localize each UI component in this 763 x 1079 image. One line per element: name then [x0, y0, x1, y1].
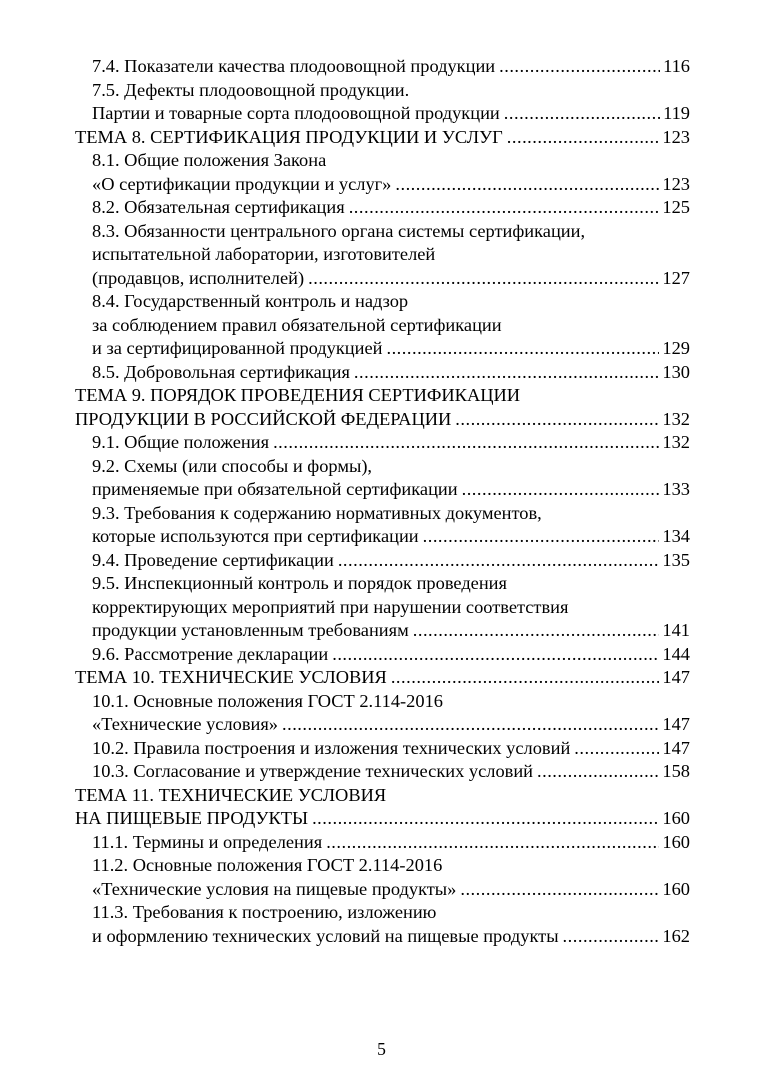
toc-entry: [75, 173, 690, 197]
toc-entry: [75, 243, 690, 267]
toc-entry: [75, 596, 690, 620]
toc-page-number: 130: [662, 361, 690, 382]
toc-entry-text: и оформлению технических условий на пищевые продукты: [92, 925, 559, 946]
dot-leader: [312, 807, 659, 831]
toc-page-number: 125: [662, 197, 690, 217]
toc-page-number: 134: [662, 526, 690, 546]
toc-section-heading: [75, 384, 690, 408]
toc-entry-text: корректирующих мероприятий при нарушении соответствия: [92, 596, 569, 617]
toc-entry: [75, 713, 690, 737]
dot-leader: [282, 713, 659, 737]
toc-entry-text: 9.4. Проведение сертификации: [92, 549, 334, 570]
toc-entry: [75, 55, 690, 79]
toc-entry: [75, 290, 690, 314]
toc-page-number: 135: [662, 549, 690, 570]
toc-entry-text: ТЕМА 8. СЕРТИФИКАЦИЯ ПРОДУКЦИИ И УСЛУГ: [75, 126, 503, 147]
toc-page-number: 123: [662, 126, 690, 147]
toc-entry-text: которые используются при сертификации: [92, 526, 419, 546]
dot-leader: [413, 619, 660, 643]
dot-leader: [504, 102, 660, 126]
toc-page-number: 133: [662, 479, 690, 499]
table-of-contents: [75, 55, 690, 948]
toc-entry-text: за соблюдением правил обязательной сертификации: [92, 314, 502, 335]
toc-entry: [75, 525, 690, 549]
toc-entry-text: «О сертификации продукции и услуг»: [92, 173, 392, 194]
toc-entry: [75, 79, 690, 103]
toc-entry-text: 8.2. Обязательная сертификация: [92, 197, 345, 217]
toc-entry: [75, 196, 690, 220]
toc-page-number: 119: [663, 103, 690, 123]
page-number: 5: [377, 1039, 386, 1059]
toc-page-number: 160: [662, 808, 690, 828]
toc-entry-text: 9.2. Схемы (или способы и формы),: [92, 455, 373, 476]
toc-section-heading: [75, 408, 690, 432]
toc-entry: [75, 854, 690, 878]
toc-entry: [75, 901, 690, 925]
toc-entry-text: 7.5. Дефекты плодоовощной продукции.: [92, 79, 410, 100]
toc-entry: [75, 431, 690, 455]
toc-entry: [75, 878, 690, 902]
toc-entry: [75, 643, 690, 667]
toc-entry-text: «Технические условия»: [92, 714, 279, 734]
toc-page-number: 147: [662, 667, 690, 687]
dot-leader: [537, 760, 659, 784]
dot-leader: [349, 196, 660, 220]
dot-leader: [460, 878, 659, 902]
toc-entry-text: 9.5. Инспекционный контроль и порядок проведения: [92, 573, 507, 593]
toc-entry-text: 11.2. Основные положения ГОСТ 2.114-2016: [92, 855, 443, 875]
toc-entry: [75, 760, 690, 784]
toc-entry-text: 9.6. Рассмотрение декларации: [92, 643, 329, 664]
dot-leader: [395, 173, 659, 197]
toc-entry-text: 11.1. Термины и определения: [92, 831, 323, 852]
toc-page-number: 160: [662, 831, 690, 852]
toc-entry: [75, 737, 690, 761]
toc-page-number: 144: [662, 643, 690, 664]
toc-entry-text: 8.3. Обязанности центрального органа системы сертификации,: [92, 220, 586, 241]
dot-leader: [332, 643, 659, 667]
toc-entry-text: 11.3. Требования к построению, изложению: [92, 902, 437, 922]
dot-leader: [354, 361, 659, 385]
toc-entry-text: 8.4. Государственный контроль и надзор: [92, 291, 409, 311]
dot-leader: [273, 431, 659, 455]
toc-page-number: 132: [662, 408, 690, 429]
dot-leader: [326, 831, 659, 855]
toc-entry-text: ПРОДУКЦИИ В РОССИЙСКОЙ ФЕДЕРАЦИИ: [75, 408, 452, 429]
toc-entry-text: 9.3. Требования к содержанию нормативных документов,: [92, 502, 542, 523]
dot-leader: [499, 55, 660, 79]
dot-leader: [423, 525, 660, 549]
toc-section-heading: [75, 807, 690, 831]
dot-leader: [338, 549, 660, 573]
toc-entry: [75, 455, 690, 479]
toc-page-number: 127: [662, 267, 690, 288]
toc-entry: [75, 502, 690, 526]
toc-section-heading: [75, 126, 690, 150]
dot-leader: [563, 925, 660, 949]
toc-entry: [75, 478, 690, 502]
toc-entry-text: Партии и товарные сорта плодоовощной продукции: [92, 103, 500, 123]
toc-entry-text: ТЕМА 11. ТЕХНИЧЕСКИЕ УСЛОВИЯ: [75, 784, 387, 805]
toc-entry-text: 10.2. Правила построения и изложения технических условий: [92, 737, 571, 758]
dot-leader: [308, 267, 659, 291]
toc-page-number: 162: [662, 925, 690, 946]
dot-leader: [455, 408, 659, 432]
toc-entry-text: ТЕМА 9. ПОРЯДОК ПРОВЕДЕНИЯ СЕРТИФИКАЦИИ: [75, 385, 521, 405]
toc-entry: [75, 361, 690, 385]
toc-entry-text: ТЕМА 10. ТЕХНИЧЕСКИЕ УСЛОВИЯ: [75, 667, 387, 687]
dot-leader: [574, 737, 659, 761]
toc-entry-text: НА ПИЩЕВЫЕ ПРОДУКТЫ: [75, 808, 309, 828]
toc-entry: [75, 572, 690, 596]
toc-entry-text: 10.3. Согласование и утверждение технических условий: [92, 761, 534, 781]
toc-page-number: 141: [662, 620, 690, 640]
toc-section-heading: [75, 784, 690, 808]
toc-entry-text: 9.1. Общие положения: [92, 432, 270, 452]
toc-entry-text: 8.5. Добровольная сертификация: [92, 361, 350, 382]
toc-entry-text: 8.1. Общие положения Закона: [92, 150, 327, 170]
toc-page-number: 129: [662, 338, 690, 358]
toc-entry: [75, 149, 690, 173]
toc-entry: [75, 619, 690, 643]
toc-entry: [75, 549, 690, 573]
toc-section-heading: [75, 666, 690, 690]
toc-entry-text: «Технические условия на пищевые продукты»: [92, 878, 457, 899]
toc-entry-text: испытательной лаборатории, изготовителей: [92, 244, 436, 264]
toc-entry: [75, 831, 690, 855]
dot-leader: [462, 478, 660, 502]
toc-page-number: 123: [662, 173, 690, 194]
toc-page-number: 158: [662, 761, 690, 781]
dot-leader: [386, 337, 659, 361]
toc-entry: [75, 267, 690, 291]
toc-entry-text: 7.4. Показатели качества плодоовощной продукции: [92, 56, 496, 76]
toc-page-number: 160: [662, 878, 690, 899]
toc-page-number: 132: [662, 432, 690, 452]
toc-entry-text: применяемые при обязательной сертификации: [92, 479, 458, 499]
toc-page-number: 116: [663, 56, 690, 76]
toc-entry: [75, 690, 690, 714]
toc-entry: [75, 314, 690, 338]
dot-leader: [391, 666, 660, 690]
toc-entry-text: 10.1. Основные положения ГОСТ 2.114-2016: [92, 690, 443, 711]
toc-page-number: 147: [662, 737, 690, 758]
toc-entry: [75, 337, 690, 361]
dot-leader: [507, 126, 660, 150]
toc-page-number: 147: [662, 714, 690, 734]
toc-entry: [75, 102, 690, 126]
toc-entry: [75, 220, 690, 244]
toc-entry-text: (продавцов, исполнителей): [92, 267, 305, 288]
toc-entry-text: продукции установленным требованиям: [92, 620, 409, 640]
toc-entry-text: и за сертифицированной продукцией: [92, 338, 383, 358]
toc-entry: [75, 925, 690, 949]
